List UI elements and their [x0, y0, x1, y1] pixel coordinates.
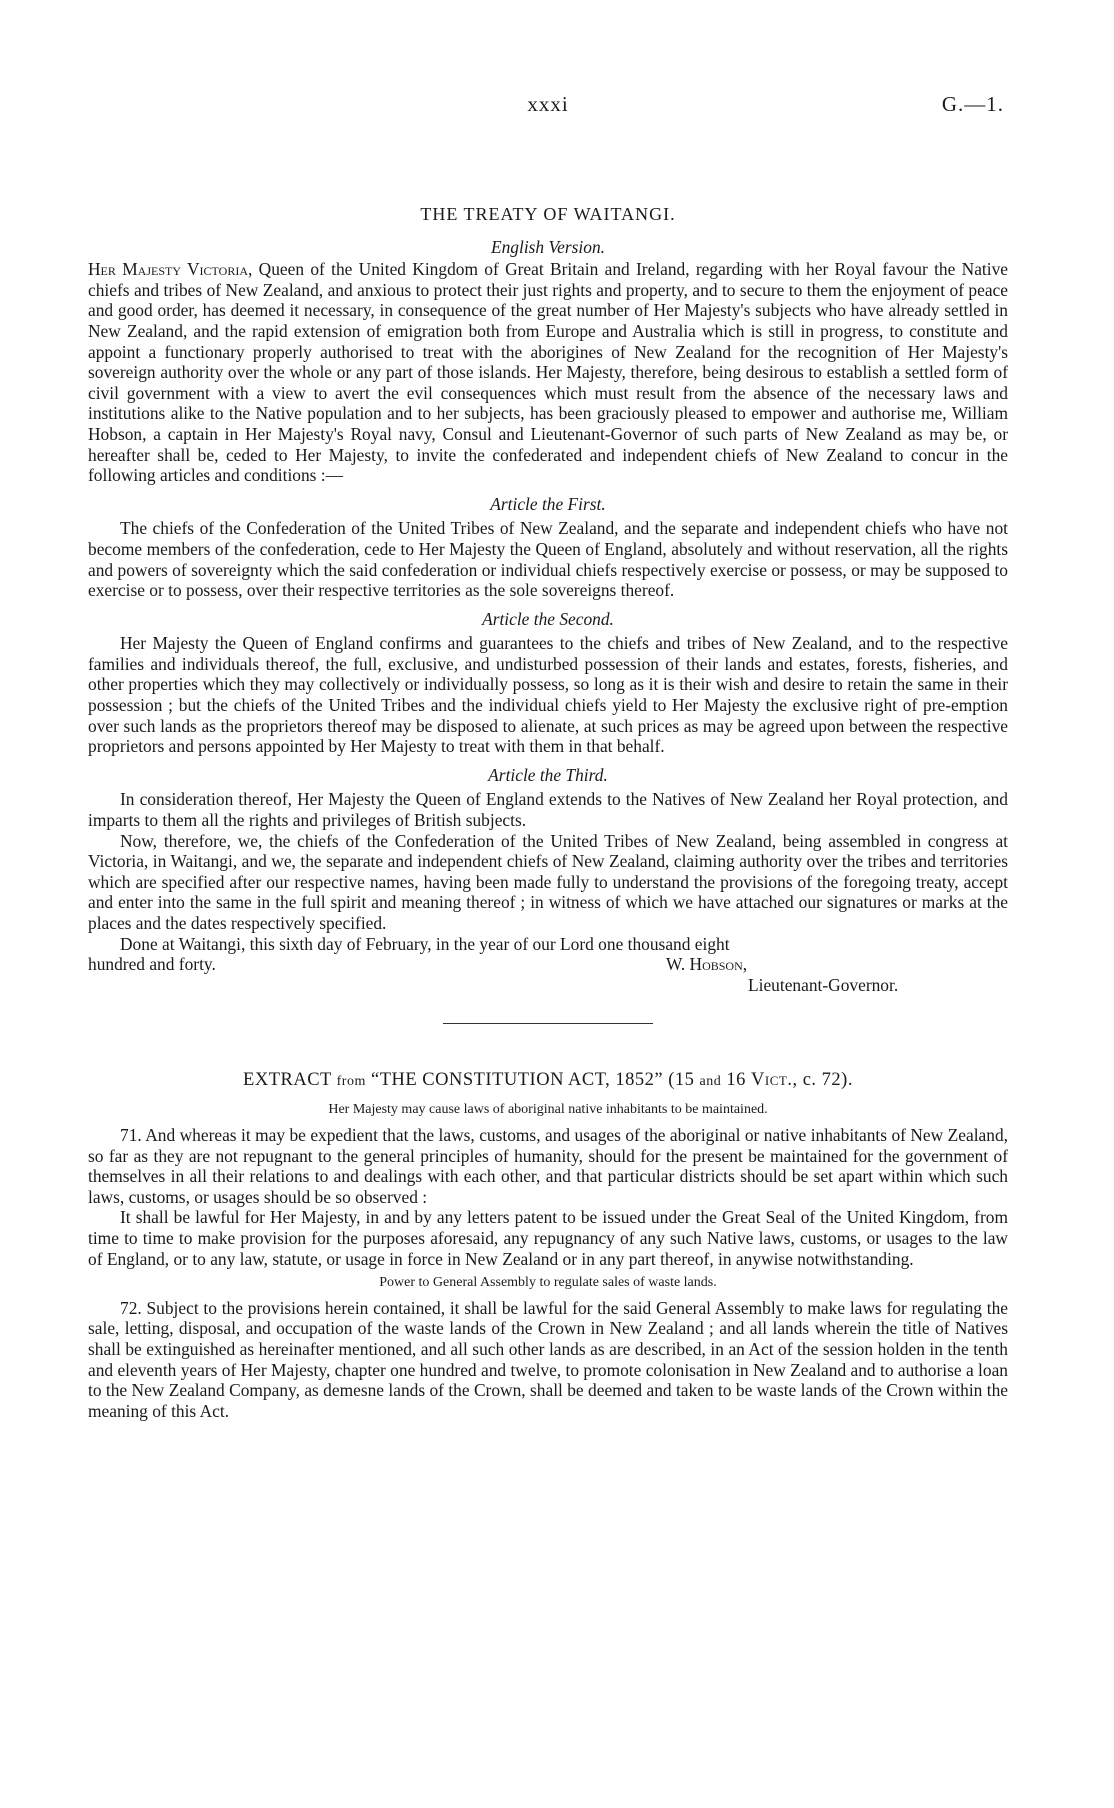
extract-title-part1: EXTRACT	[243, 1069, 332, 1090]
article-third-heading: Article the Third.	[488, 764, 608, 785]
article-second-heading: Article the Second.	[482, 608, 614, 629]
preamble-lead: Her Majesty Victoria	[88, 259, 248, 280]
running-head	[88, 92, 1008, 120]
done-line: Done at Waitangi, this sixth day of February, in the year of our Lord one thousand eight	[120, 933, 730, 954]
extract-title-from: from	[336, 1073, 366, 1089]
signatory-name: W. Hobson,	[666, 954, 748, 975]
document-reference: G.—1.	[941, 92, 1004, 116]
extract-title-part3: 16	[726, 1069, 746, 1090]
extract-title-and: and	[699, 1073, 722, 1089]
signature-row	[88, 954, 1008, 975]
signatory-title: Lieutenant-Governor.	[748, 974, 899, 995]
treaty-preamble	[88, 259, 1008, 486]
article-second-text: Her Majesty the Queen of England confirms and guarantees to the chiefs and tribes of New Zealand, and to the respective families and individuals thereof, the full, exclusive, and undisturbed possession of their lands and estates, forests, fisheries, and other properties which they may collectively or individually possess, so long as it is their wish and desire to retain the same in their possession ; but the chiefs of the United Tribes and the individual chiefs yield to Her Majesty the exclusive right of pre-emption over such lands as the proprietors thereof may be disposed to alienate, at such prices as may be agreed upon between the respective proprietors and persons appointed by Her Majesty to treat with them in that behalf.	[88, 633, 1008, 757]
section-71-proviso: It shall be lawful for Her Majesty, in and by any letters patent to be issued under the Great Seal of the United Kingdom, from time to time to make provision for the purposes aforesaid, any repugnancy of any such Native laws, customs, or usages to the law of England, or to any law, statute, or usage in force in New Zealand or in any part thereof, in anywise notwithstanding.	[88, 1207, 1008, 1269]
treaty-closing: Now, therefore, we, the chiefs of the Confederation of the United Tribes of New Zealand, being assembled in congress at Victoria, in Waitangi, and we, the separate and independent chiefs of New Zealand, claiming authority over the tribes and territories which are specified after our respective names, having been made fully to understand the provisions of the foregoing treaty, accept and enter into the same in the full spirit and meaning thereof ; in witness of which we have attached our signatures or marks at the places and the dates respectively specified.	[88, 830, 1008, 933]
extract-title-part2: “THE CONSTITUTION ACT, 1852” (15	[370, 1069, 695, 1090]
extract-title	[88, 1070, 1008, 1093]
treaty-version: English Version.	[490, 236, 605, 257]
marginal-note-72: Power to General Assembly to regulate sales of waste lands.	[379, 1275, 717, 1291]
page-folio: xxxi	[527, 92, 569, 116]
marginal-note-71: Her Majesty may cause laws of aboriginal native inhabitants to be maintained.	[328, 1102, 768, 1118]
treaty-title: THE TREATY OF WAITANGI.	[420, 204, 676, 224]
done-line-tail: hundred and forty.	[88, 954, 216, 975]
extract-title-part4: , c. 72).	[792, 1069, 853, 1090]
preamble-text: , Queen of the United Kingdom of Great Britain and Ireland, regarding with her Royal favour the Native chiefs and tribes of New Zealand, and anxious to protect their just rights and property, and to secure to them the enjoyment of peace and good order, has deemed it necessary, in consequence of the great number of Her Majesty's subjects who have already settled in New Zealand, and the rapid extension of emigration both from Europe and Australia which is still in progress, to constitute and appoint a functionary properly authorised to treat with the aborigines of New Zealand for the recognition of Her Majesty's sovereign authority over the whole or any part of those islands. Her Majesty, therefore, being desirous to establish a settled form of civil government with a view to avert the evil consequences which must result from the absence of the necessary laws and institutions alike to the Native population and to her subjects, has been graciously pleased to empower and authorise me, William Hobson, a captain in Her Majesty's Royal navy, Consul and Lieutenant-Governor of such parts of New Zealand as may be, or hereafter shall be, ceded to Her Majesty, to invite the confederated and independent chiefs of New Zealand to concur in the following articles and conditions :—	[88, 259, 1008, 486]
section-71: 71. And whereas it may be expedient that the laws, customs, and usages of the aboriginal or native inhabitants of New Zealand, so far as they are not repugnant to the general principles of humanity, should for the present be maintained for the government of themselves in all their relations to and dealings with each other, and that particular districts should be set apart within which such laws, customs, or usages should be so observed :	[88, 1124, 1008, 1207]
extract-title-vict: Vict.	[751, 1069, 793, 1090]
section-divider	[443, 1023, 653, 1024]
document-body	[88, 204, 1008, 1421]
section-72: 72. Subject to the provisions herein contained, it shall be lawful for the said General Assembly to make laws for regulating the sale, letting, disposal, and occupation of the waste lands of the Crown in New Zealand ; and all lands wherein the title of Natives shall be extinguished as hereinafter mentioned, and all such other lands as are described, in an Act of the session holden in the tenth and eleventh years of Her Majesty, chapter one hundred and twelve, to promote colonisation in New Zealand and to authorise a loan to the New Zealand Company, as demesne lands of the Crown, shall be deemed and taken to be waste lands of the Crown within the meaning of this Act.	[88, 1297, 1008, 1421]
article-first-text: The chiefs of the Confederation of the United Tribes of New Zealand, and the separate and independent chiefs who have not become members of the confederation, cede to Her Majesty the Queen of England, absolutely and without reservation, all the rights and powers of sovereignty which the said confederation or individual chiefs respectively exercise or possess, or may be supposed to exercise or to possess, over their respective territories as the sole sovereigns thereof.	[88, 518, 1008, 601]
article-third-text: In consideration thereof, Her Majesty the Queen of England extends to the Natives of New Zealand her Royal protection, and imparts to them all the rights and privileges of British subjects.	[88, 789, 1008, 831]
article-first-heading: Article the First.	[490, 493, 606, 514]
